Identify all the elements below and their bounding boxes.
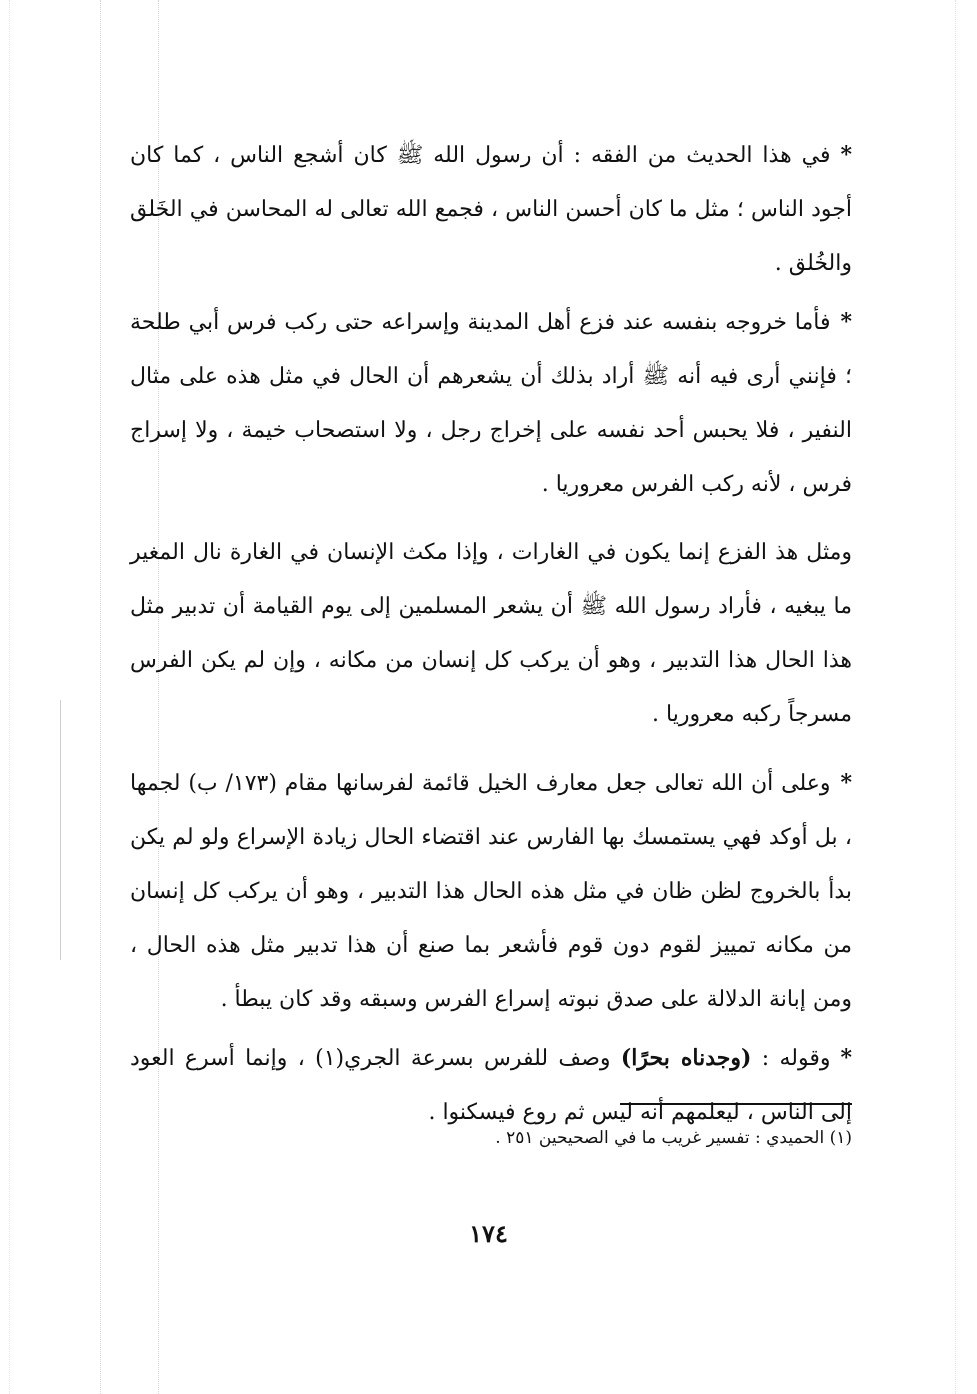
scan-artifact-line xyxy=(9,0,10,1394)
footnote-separator xyxy=(620,1103,852,1105)
paragraph-marker: * xyxy=(840,142,852,168)
paragraph-text: في هذا الحديث من الفقه : أن رسول الله ﷺ كان أشجع الناس ، كما كان أجود الناس ؛ مثل ما كان أحسن الناس ، فجمع الله تعالى له المحاسن في الخَلق والخُلق . xyxy=(130,143,852,276)
paragraph-marker: * xyxy=(840,1045,853,1071)
paragraph-1 xyxy=(130,128,852,291)
paragraph-text: وعلى أن الله تعالى جعل معارف الخيل قائمة لفرسانها مقام (١٧٣/ ب) لجمها ، بل أوكد فهي يستمسك بها الفارس عند اقتضاء الحال زيادة الإسراع ولو لم يكن بدأ بالخروج لظن ظان في مثل هذه الحال هذا التدبير ، وهو أن يركب كل إنسان من مكانه تمييز لقوم دون قوم فأشعر بما صنع أن هذا تدبير مثل هذه الحال ، ومن إبانة الدلالة على صدق نبوته إسراع الفرس وسبقه وقد كان يبطأ . xyxy=(130,771,852,1012)
footnote: (١) الحميدي : تفسير غريب ما في الصحيحين ٢٥١ . xyxy=(495,1128,852,1148)
paragraph-text: وصف للفرس بسرعة الجري(١) ، وإنما أسرع العود إلى الناس ، ليعلمهم أنه ليس ثم روع فيسكنوا . xyxy=(130,1046,852,1125)
main-text xyxy=(130,128,852,1140)
paragraph-2 xyxy=(130,295,852,512)
quoted-phrase: (وجدناه بحرًا) xyxy=(620,1045,752,1071)
paragraph-marker: * xyxy=(840,770,852,796)
paragraph-text: فأما خروجه بنفسه عند فزع أهل المدينة وإسراعه حتى ركب فرس أبي طلحة ؛ فإنني أرى فيه أنه ﷺ أراد بذلك أن يشعرهم أن الحال في مثل هذه على مثال النفير ، فلا يحبس أحد نفسه على إخراج رجل ، ولا استصحاب خيمة ، ولا إسراج فرس ، لأنه ركب الفرس معروريا . xyxy=(130,310,852,497)
paragraph-4 xyxy=(130,756,852,1027)
page-number: ١٧٤ xyxy=(469,1219,508,1248)
scan-artifact-line xyxy=(955,0,956,1394)
paragraph-3 xyxy=(130,526,852,742)
scan-artifact-bar xyxy=(60,700,61,960)
scan-artifact-line xyxy=(100,0,101,1394)
paragraph-text: وقوله : xyxy=(761,1046,831,1071)
paragraph-text: ومثل هذ الفزع إنما يكون في الغارات ، وإذا مكث الإنسان في الغارة نال المغير ما يبغيه ، فأراد رسول الله ﷺ أن يشعر المسلمين إلى يوم القيامة أن تدبير مثل هذا الحال هذا التدبير ، وهو أن يركب كل إنسان من مكانه ، وإن لم يكن الفرس مسرجاً ركبه معروريا . xyxy=(130,540,852,727)
paragraph-marker: * xyxy=(840,309,852,335)
